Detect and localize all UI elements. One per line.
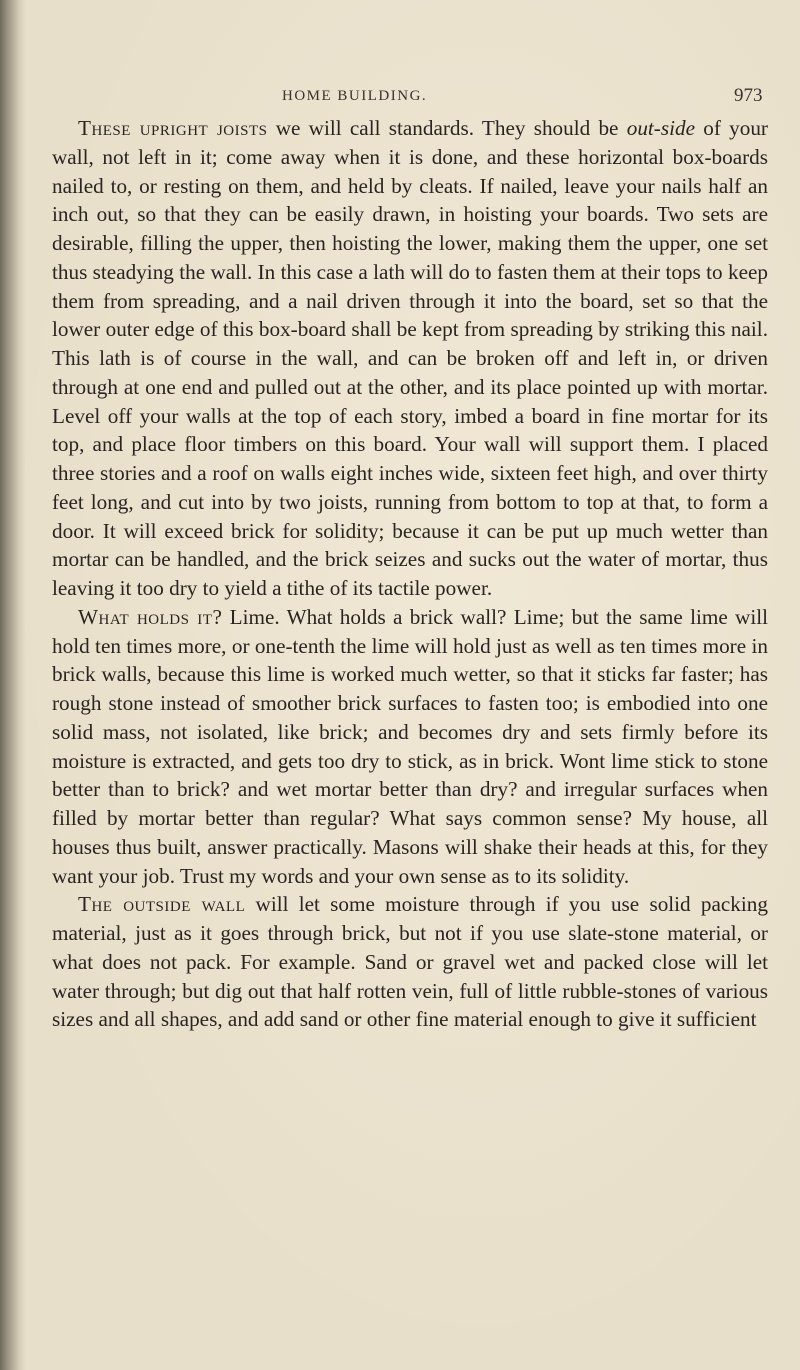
paragraph-lead: What holds it?: [78, 604, 223, 629]
paragraph-text: will let some moisture through if you use solid packing material, just as it goes through brick, but not if you use slate-stone material, or what does not pack. For example. Sand or gravel wet and packed close will let water through; but dig out that half rotten vein, full of little rubble-stones of various sizes and all shapes, and add sand or other fine material enough to give it sufficient: [52, 892, 768, 1032]
paragraph-text: of your wall, not left in it; come away when it is done, and these horizontal box-boards nailed to, or resting on them, and held by cleats. If nailed, leave your nails half an inch out, so that they can be easily drawn, in hoisting your boards. Two sets are desirable, filling the upper, then hoisting the lower, making them the upper, one set thus steadying the wall. In this case a lath will do to fasten them at their tops to keep them from spreading, and a nail driven through it into the board, set so that the lower outer edge of this box-board shall be kept from spreading by striking this nail. This lath is of course in the wall, and can be broken off and left in, or driven through at one end and pulled out at the other, and its place pointed up with mortar. Level off your walls at the top of each story, imbed a board in fine mortar for its top, and place floor timbers on this board. Your wall will support them. I placed three stories and a roof on walls eight inches wide, sixteen feet high, and over thirty feet long, and cut into by two joists, running from bottom to top at that, to form a door. It will exceed brick for solidity; because it can be put up much wetter than mortar can be handled, and the brick seizes and sucks out the water of mortar, thus leaving it too dry to yield a tithe of its tactile power.: [52, 116, 768, 600]
running-title: HOME BUILDING.: [282, 88, 428, 104]
paragraph-text: Lime. What holds a brick wall? Lime; but the same lime will hold ten times more, or one-tenth the lime will hold just as well as ten times more in brick walls, because this lime is worked much wetter, so that it sticks far faster; has rough stone instead of smoother brick surfaces to fasten too; is embodied into one solid mass, not isolated, like brick; and becomes dry and sets firmly before its moisture is extracted, and gets too dry to stick, as in brick. Wont lime stick to stone better than to brick? and wet mortar better than dry? and irregular surfaces when filled by mortar better than regular? What says common sense? My house, all houses thus built, answer practically. Masons will shake their heads at this, for they want your job. Trust my words and your own sense as to its solidity.: [52, 604, 768, 888]
page-number: 973: [734, 85, 763, 106]
binding-gutter-shadow: [0, 0, 26, 1370]
paragraph-outside-wall: [52, 890, 768, 1034]
paragraph-text: we will call standards. They should be: [267, 116, 627, 140]
running-head: [0, 85, 800, 112]
paragraph-standards: [52, 114, 768, 603]
body-text: [52, 114, 768, 1034]
paragraph-what-holds-it: [52, 603, 768, 891]
paragraph-lead: These upright joists: [78, 116, 268, 140]
emphasized-word: out-side: [626, 116, 695, 140]
paragraph-lead: The outside wall: [78, 892, 246, 917]
